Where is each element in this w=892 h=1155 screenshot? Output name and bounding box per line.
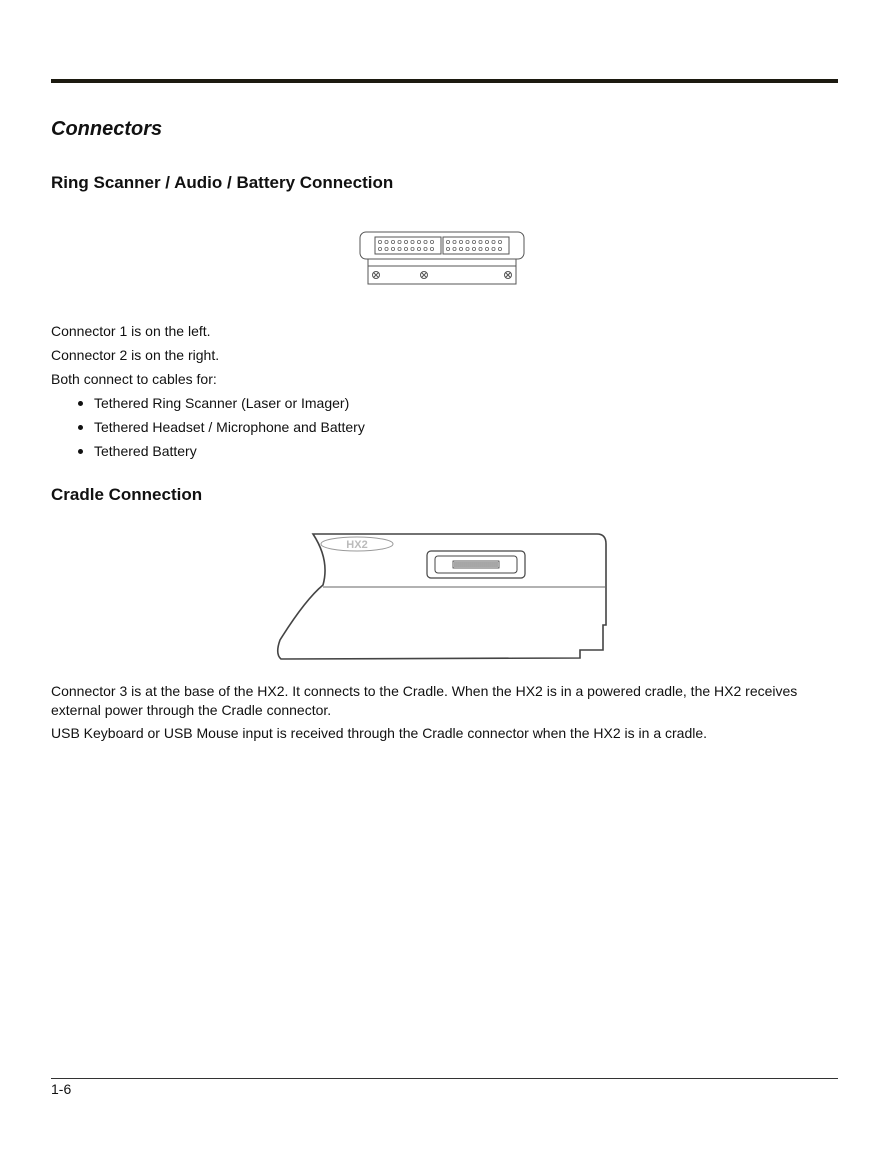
section-heading-ring-scanner: Ring Scanner / Audio / Battery Connection (51, 173, 394, 192)
hx2-logo-text: HX2 (346, 539, 368, 551)
connector-2-text: Connector 2 is on the right. (51, 347, 220, 363)
ring-scanner-connector-illustration (358, 230, 528, 288)
page-heading: Connectors (51, 118, 163, 140)
connector-3-text: Connector 3 is at the base of the HX2. It connects to the Cradle. When the HX2 is in a powered cradle, the HX2 receives external power through the Cradle connector. (51, 683, 798, 718)
page-number: 1-6 (51, 1081, 72, 1097)
list-item: Tethered Headset / Microphone and Battery (51, 418, 365, 442)
header-rule (51, 79, 838, 83)
cable-list (51, 394, 365, 466)
connector-1-text: Connector 1 is on the left. (51, 323, 211, 339)
footer-rule (51, 1078, 838, 1079)
list-item: Tethered Ring Scanner (Laser or Imager) (51, 394, 365, 418)
section-heading-cradle: Cradle Connection (51, 485, 203, 504)
both-connect-text: Both connect to cables for: (51, 371, 217, 387)
cradle-connector-illustration (275, 530, 610, 664)
usb-input-text: USB Keyboard or USB Mouse input is received through the Cradle connector when the HX2 is in a cradle. (51, 725, 708, 741)
list-item: Tethered Battery (51, 442, 365, 466)
